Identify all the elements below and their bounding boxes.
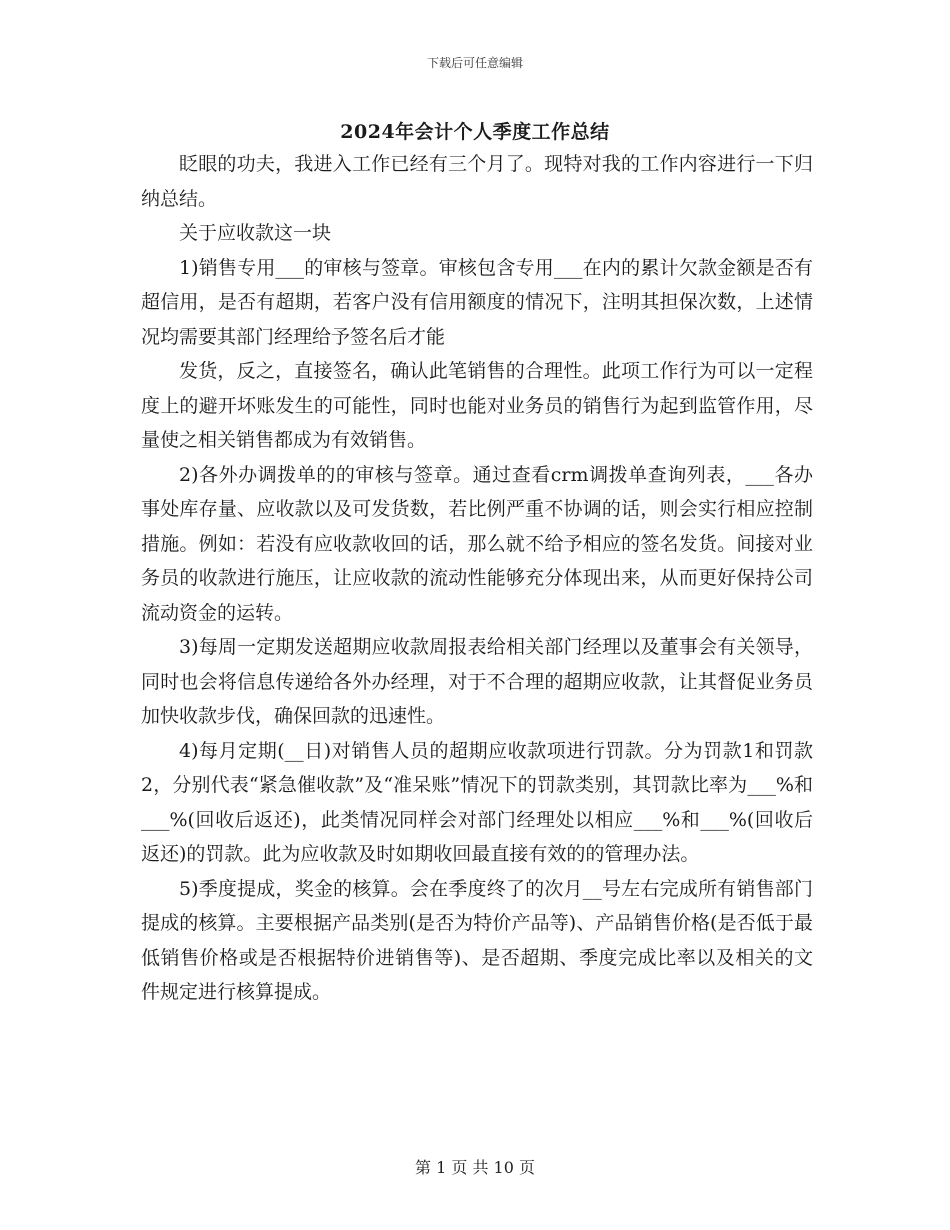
paragraph: 关于应收款这一块: [179, 222, 332, 244]
page-number: 第 1 页 共 10 页: [415, 1158, 535, 1177]
paragraph: 1)销售专用___的审核与签章。审核包含专用___在内的累计欠款金额是否有超信用，是否有超期，若客户没有信用额度的情况下，注明其担保次数，上述情况均需要其部门经理给予签名后才能: [141, 256, 813, 348]
paragraph: 4)每月定期(__日)对销售人员的超期应收款项进行罚款。分为罚款1和罚款2，分别代表“紧急催收款”及“准呆账”情况下的罚款类别，其罚款比率为___%和___%(回收后返还)，此类情况同样会对部门经理处以相应___%和___%(回收后返还)的罚款。此为应收款及时如期收回最直接有效的的管理办法。: [141, 739, 813, 865]
paragraph: 2)各外办调拨单的的审核与签章。通过查看crm调拨单查询列表，___各办事处库存量、应收款以及可发货数，若比例严重不协调的话，则会实行相应控制措施。例如：若没有应收款收回的话，那么就不给予相应的签名发货。间接对业务员的收款进行施压，让应收款的流动性能够充分体现出来，从而更好保持公司流动资金的运转。: [141, 463, 813, 624]
paragraph: 3)每周一定期发送超期应收款周报表给相关部门经理以及董事会有关领导，同时也会将信息传递给各外办经理，对于不合理的超期应收款，让其督促业务员加快收款步伐，确保回款的迅速性。: [141, 636, 813, 727]
paragraph: 眨眼的功夫，我进入工作已经有三个月了。现特对我的工作内容进行一下归纳总结。: [141, 153, 813, 210]
page-header-note: 下载后可任意编辑: [426, 56, 523, 70]
document-body: [141, 147, 813, 1010]
paragraph: 5)季度提成，奖金的核算。会在季度终了的次月__号左右完成所有销售部门提成的核算。主要根据产品类别(是否为特价产品等)、产品销售价格(是否低于最低销售价格或是否根据特价进销售等)、是否超期、季度完成比率以及相关的文件规定进行核算提成。: [141, 877, 813, 1003]
document-title: 2024年会计个人季度工作总结: [340, 121, 610, 143]
paragraph: 发货，反之，直接签名，确认此笔销售的合理性。此项工作行为可以一定程度上的避开坏账发生的可能性，同时也能对业务员的销售行为起到监管作用，尽量使之相关销售都成为有效销售。: [141, 360, 813, 451]
